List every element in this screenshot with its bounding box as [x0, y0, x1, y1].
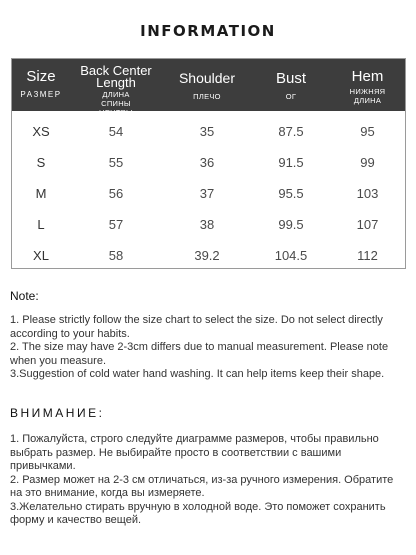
note-ru-heading: ВНИМАНИЕ: — [10, 406, 105, 420]
cell-bust: 104.5 — [274, 248, 308, 263]
size-chart-table — [11, 58, 406, 269]
table-header — [12, 59, 405, 117]
header-size-label: Size — [26, 68, 56, 85]
cell-bust: 87.5 — [278, 124, 304, 139]
cell-size: M — [35, 186, 47, 201]
cell-bust: 91.5 — [278, 155, 304, 170]
cell-hem: 103 — [356, 186, 379, 201]
cell-back-length: 57 — [108, 217, 124, 232]
note-ru-item: 3.Желательно стирать вручную в холодной воде. Это поможет сохранить форму и качество вещей. — [10, 500, 386, 526]
cell-shoulder: 37 — [199, 186, 215, 201]
header-shoulder — [162, 59, 252, 111]
cell-size: S — [36, 155, 46, 170]
note-heading: Note: — [10, 289, 39, 303]
note-ru-item: 2. Размер может на 2-3 см отличаться, из-за ручного измерения. Обратите на это внимание, когда вы измеряете. — [10, 473, 394, 499]
cell-bust: 99.5 — [278, 217, 304, 232]
header-hem — [330, 59, 405, 111]
cell-hem: 99 — [360, 155, 375, 170]
header-shoulder-sublabel: ПЛЕЧО — [193, 92, 221, 101]
cell-hem: 107 — [356, 217, 379, 232]
cell-back-length: 56 — [108, 186, 124, 201]
cell-size: XL — [33, 248, 49, 263]
header-size — [12, 59, 70, 111]
header-bust — [252, 59, 330, 111]
cell-size: XS — [32, 124, 50, 139]
note-ru-item: 1. Пожалуйста, строго следуйте диаграмме размеров, чтобы правильно выбрать размер. Не выбирайте просто в соответствии с вашими привычками. — [10, 433, 379, 472]
cell-shoulder: 36 — [199, 155, 215, 170]
note-ru-body — [10, 433, 406, 528]
note-en-body — [10, 314, 406, 382]
cell-back-length: 54 — [108, 124, 124, 139]
header-size-sublabel: РАЗМЕР — [20, 90, 62, 99]
page-title: INFORMATION — [140, 22, 276, 40]
header-bust-sublabel: ОГ — [285, 92, 297, 101]
cell-shoulder: 39.2 — [194, 248, 220, 263]
cell-hem: 112 — [357, 248, 378, 263]
table-row — [12, 178, 405, 209]
header-back-length — [70, 59, 162, 117]
cell-bust: 95.5 — [278, 186, 304, 201]
header-hem-label: Hem — [351, 68, 384, 85]
header-shoulder-label: Shoulder — [178, 70, 236, 86]
header-back-length-sublabel: ДЛИНА СПИНЫ ЦЕНТРЫ — [99, 90, 133, 117]
cell-shoulder: 35 — [199, 124, 215, 139]
header-back-length-label: Back Center Length — [80, 63, 152, 90]
header-hem-sublabel: НИЖНЯЯ ДЛИНА — [349, 87, 386, 105]
cell-hem: 95 — [360, 124, 375, 139]
cell-back-length: 55 — [108, 155, 124, 170]
cell-size: L — [37, 217, 45, 232]
note-en-item: 1. Please strictly follow the size chart to select the size. Do not select directly according to your habits. — [10, 314, 383, 340]
table-row — [12, 147, 405, 178]
table-row — [12, 116, 405, 147]
header-bust-label: Bust — [275, 70, 306, 87]
cell-back-length: 58 — [108, 248, 124, 263]
note-en-item: 2. The size may have 2-3cm differs due to manual measurement. Please note when you measure. — [10, 341, 389, 367]
table-row — [12, 240, 405, 271]
table-row — [12, 209, 405, 240]
note-en-item: 3.Suggestion of cold water hand washing. It can help items keep their shape. — [10, 368, 385, 380]
cell-shoulder: 38 — [199, 217, 215, 232]
